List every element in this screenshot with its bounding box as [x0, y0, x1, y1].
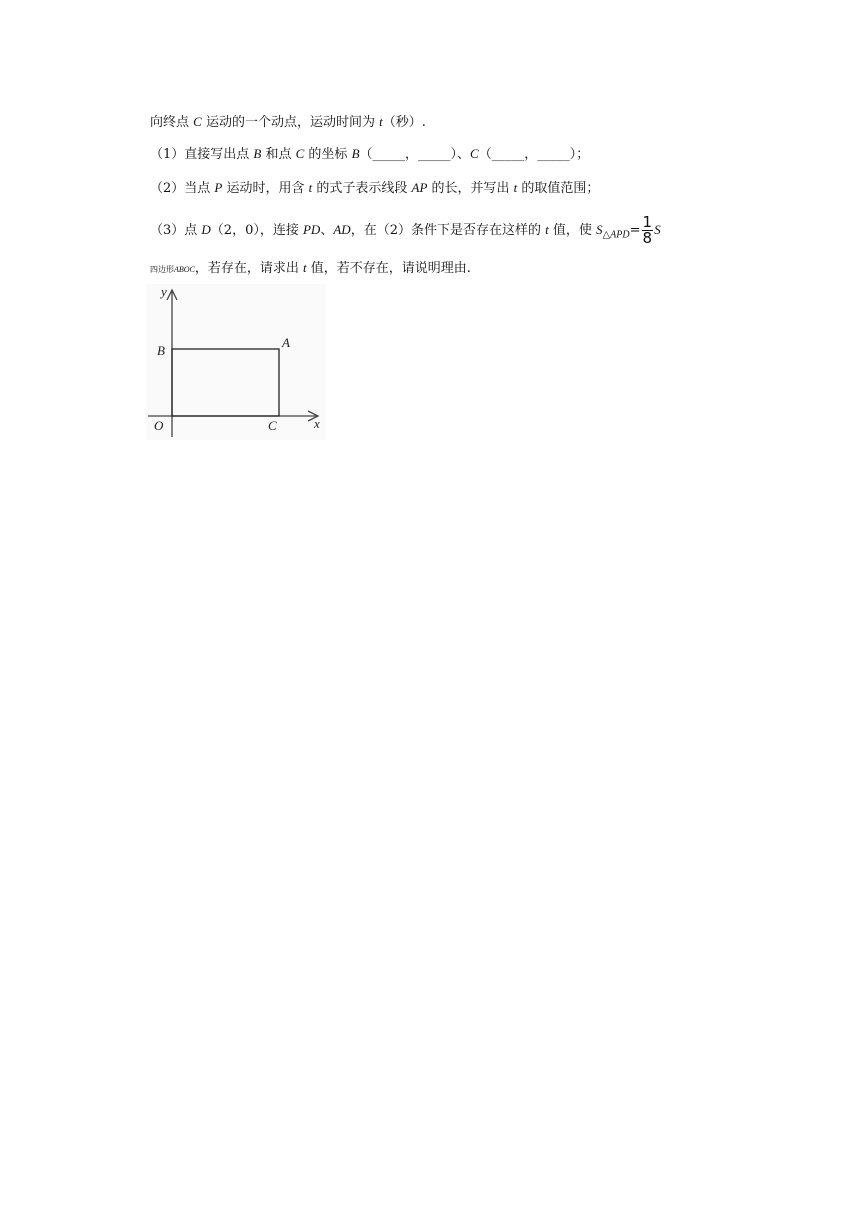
text: 的取值范围；: [517, 181, 600, 196]
blank-b: （_____，_____）、: [359, 147, 471, 162]
var-d: D: [201, 222, 211, 237]
var-c: C: [193, 114, 202, 129]
var-c: C: [470, 146, 479, 161]
text: ，若存在，请求出: [194, 261, 304, 276]
text: 的式子表示线段: [312, 181, 412, 196]
var-p: P: [214, 180, 223, 195]
question-3-continued: [150, 258, 471, 280]
text: ，在（2）条件下是否存在这样的: [350, 223, 546, 238]
var-ad: AD: [333, 222, 351, 237]
text: （1）直接写出点: [150, 147, 254, 162]
label-b: B: [157, 343, 165, 358]
text: 向终点: [150, 115, 194, 130]
question-2: [150, 178, 599, 199]
text: 值，使: [548, 223, 596, 238]
label-x: x: [314, 416, 320, 431]
blank-c: （_____，_____）；: [478, 147, 590, 162]
var-t: t: [545, 222, 549, 237]
text: 和点: [261, 147, 296, 162]
label-c: C: [268, 418, 277, 433]
text: （2，0），连接: [210, 223, 303, 238]
fraction-numerator: 1: [642, 213, 653, 231]
var-c: C: [295, 146, 305, 161]
area-symbol: S: [654, 222, 661, 237]
text: （3）点: [150, 223, 202, 238]
var-t: t: [308, 180, 313, 195]
area-subscript-prefix: 四边形: [150, 265, 174, 274]
var-pd: PD: [302, 222, 321, 237]
text: 值，若不存在，请说明理由.: [306, 261, 471, 276]
figure-svg: [146, 284, 326, 440]
label-y: y: [161, 284, 167, 299]
var-t: t: [513, 180, 518, 195]
text: 的长，并写出: [427, 181, 514, 196]
var-t: t: [303, 260, 307, 275]
var-ap: AP: [411, 180, 428, 195]
text: 运动时，用含: [222, 181, 309, 196]
var-b: B: [351, 146, 360, 161]
intro-line: [150, 112, 426, 133]
equals-sign: =: [629, 223, 641, 238]
area-subscript: △APD: [602, 229, 630, 241]
text: 的坐标: [304, 147, 352, 162]
text: （秒）.: [382, 115, 426, 130]
var-b: B: [253, 146, 262, 161]
label-o: O: [154, 418, 164, 433]
fraction: [642, 215, 654, 246]
text: 、: [320, 223, 334, 238]
label-a: A: [282, 335, 290, 350]
text: 运动的一个动点，运动时间为: [201, 115, 380, 130]
text: （2）当点: [150, 181, 215, 196]
area-subscript-shape: ABOC: [174, 265, 195, 274]
coordinate-figure: [146, 284, 326, 440]
fraction-denominator: 8: [642, 229, 653, 247]
var-t: t: [379, 114, 383, 129]
question-1: [150, 144, 589, 165]
area-symbol: S: [595, 222, 603, 237]
question-3: [150, 215, 661, 251]
